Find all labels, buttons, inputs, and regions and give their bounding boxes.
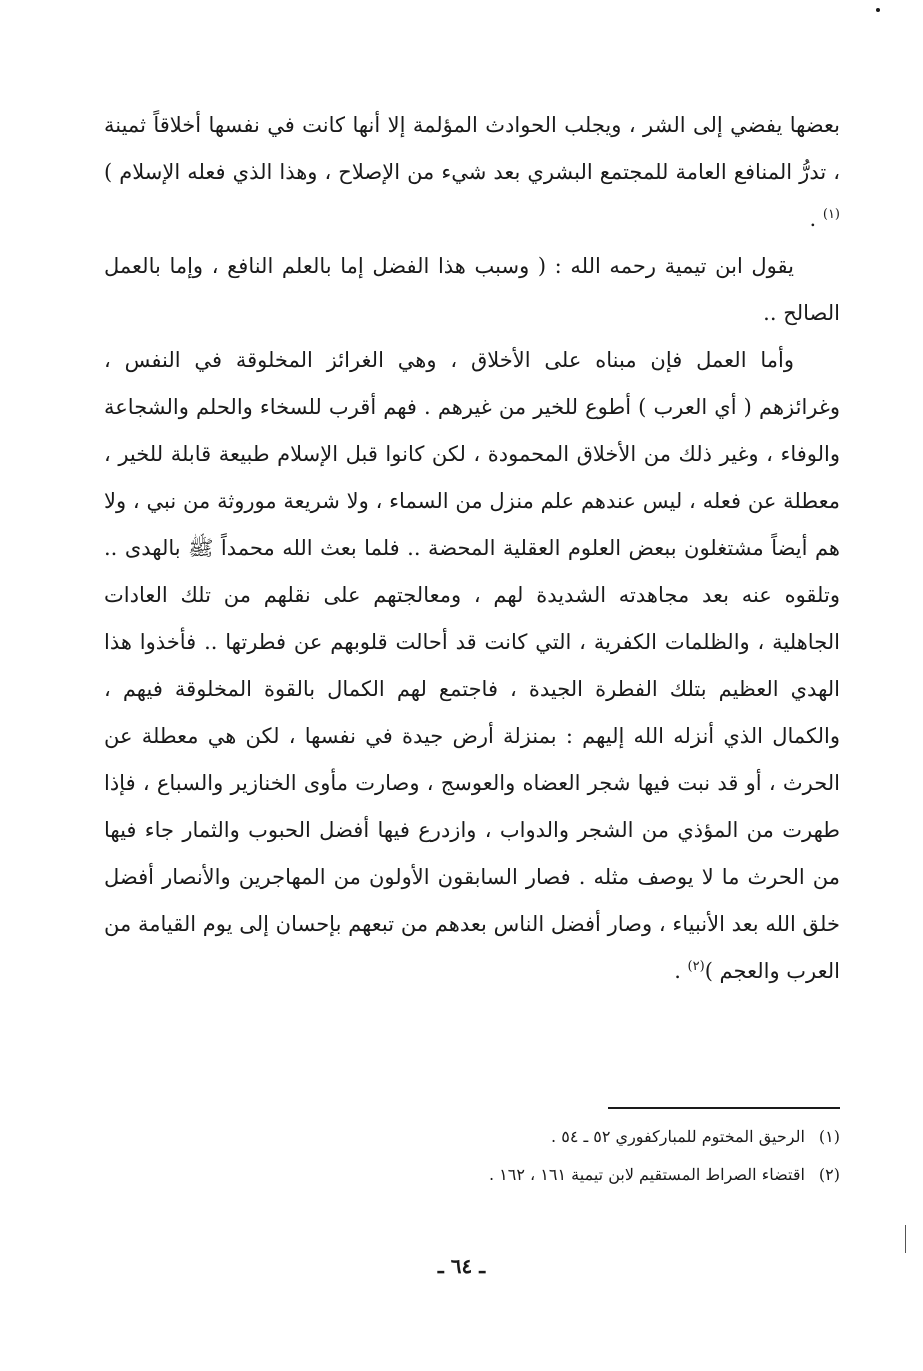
- footnote-number: (١): [818, 1127, 840, 1146]
- paragraph-text: بعضها يفضي إلى الشر ، ويجلب الحوادث المؤلمة إلا أنها كانت في نفسها أخلاقاً ثمينة ، تدرُّ المنافع العامة للمجتمع البشري بعد شيء من الإصلاح ، وهذا الذي فعله الإسلام ): [104, 113, 840, 184]
- scan-edge-mark: [905, 1225, 906, 1253]
- footnote-divider: [608, 1107, 840, 1109]
- footnote-number: (٢): [818, 1165, 840, 1184]
- paragraph: [104, 337, 840, 995]
- paragraph-text: وأما العمل فإن مبناه على الأخلاق ، وهي الغرائز المخلوقة في النفس ، وغرائزهم ( أي العرب ) أطوع للخير من غيرهم . فهم أقرب للسخاء والحلم والشجاعة والوفاء ، وغير ذلك من الأخلاق المحمودة ، لكن كانوا قبل الإسلام طبيعة قابلة للخير ، معطلة عن فعله ، ليس عندهم علم منزل من السماء ، ولا شريعة موروثة من نبي ، ولا هم أيضاً مشتغلون ببعض العلوم العقلية المحضة .. فلما بعث الله محمداً ﷺ بالهدى .. وتلقوه عنه بعد مجاهدته الشديدة لهم ، ومعالجتهم على نقلهم من تلك العادات الجاهلية ، والظلمات الكفرية ، التي كانت قد أحالت قلوبهم عن فطرتها .. فأخذوا هذا الهدي العظيم بتلك الفطرة الجيدة ، فاجتمع لهم الكمال بالقوة المخلوقة فيهم ، والكمال الذي أنزله الله إليهم : بمنزلة أرض جيدة في نفسها ، لكن هي معطلة عن الحرث ، أو قد نبت فيها شجر العضاه والعوسج ، وصارت مأوى الخنازير والسباع ، فإذا طهرت من المؤذي من الشجر والدواب ، وازدرع فيها أفضل الحبوب والثمار جاء فيها من الحرث ما لا يوصف مثله . فصار السابقون الأولون من المهاجرين والأنصار أفضل خلق الله بعد الأنبياء ، وصار أفضل الناس بعدهم من تبعهم بإحسان إلى يوم القيامة من العرب والعجم ): [104, 348, 840, 983]
- paragraph-tail: .: [674, 959, 688, 983]
- paragraph-text: يقول ابن تيمية رحمه الله : ( وسبب هذا الفضل إما بالعلم النافع ، وإما بالعمل الصالح ..: [104, 254, 840, 325]
- paragraph: [104, 243, 840, 337]
- page-number: ـ ٦٤ ـ: [437, 1254, 486, 1278]
- footnote-text: الرحيق المختوم للمباركفوري ٥٢ ـ ٥٤ .: [551, 1127, 805, 1146]
- body-text: [104, 102, 840, 995]
- paragraph: [104, 102, 840, 243]
- footnote-text: اقتضاء الصراط المستقيم لابن تيمية ١٦١ ، ١٦٢ .: [489, 1165, 805, 1184]
- footnotes: [300, 1118, 840, 1194]
- footnote-item: [300, 1156, 840, 1194]
- footnote-ref: (٢): [687, 959, 705, 974]
- footnote-item: [300, 1118, 840, 1156]
- footnote-ref: (١): [822, 207, 840, 222]
- paragraph-tail: .: [809, 207, 823, 231]
- scan-dot-mark: [876, 8, 880, 12]
